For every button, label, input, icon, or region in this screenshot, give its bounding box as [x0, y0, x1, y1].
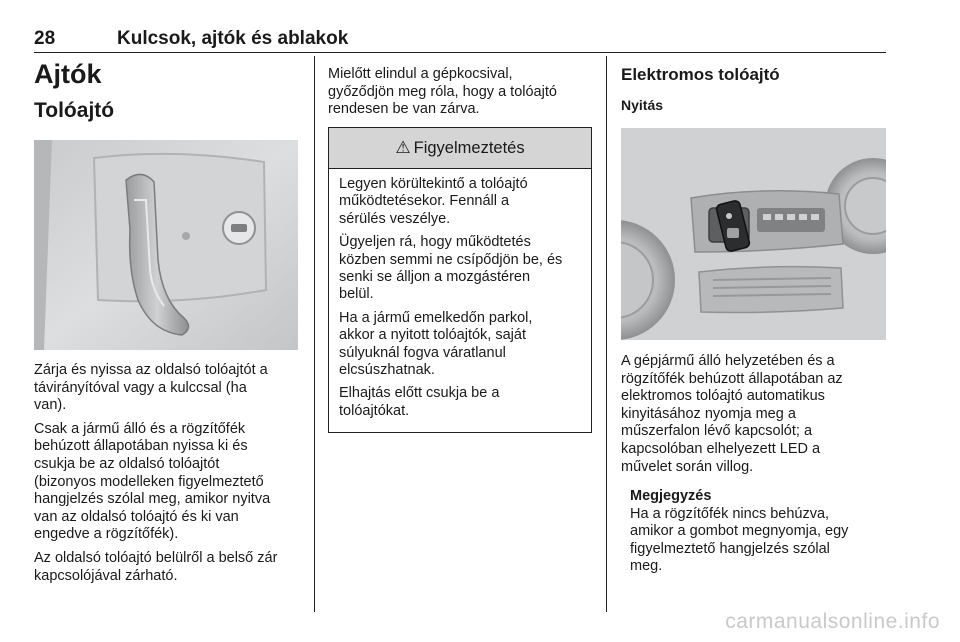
- opening-subtitle: Nyitás: [621, 97, 664, 113]
- warning-title: Figyelmeztetés: [413, 138, 525, 157]
- middle-intro: [328, 66, 596, 119]
- left-column: [34, 58, 304, 125]
- electric-door-title: Elektromos tolóajtó: [621, 65, 780, 84]
- warning-box: [328, 127, 592, 433]
- page-header: [34, 28, 886, 50]
- door-handle-illustration: [34, 140, 298, 350]
- right-text: [621, 353, 887, 476]
- section-title: Ajtók: [34, 59, 102, 89]
- note-text: Ha a rögzítőfék nincs behúzva, amikor a gombot megnyomja, egy figyelmeztető hangjelzés szólal meg.: [630, 505, 849, 575]
- warning-paragraph-3: Ha a jármű emelkedőn parkol, akkor a nyitott tolóajtók, saját súlyuknál fogva váratlanul elcsúszhatnak.: [339, 309, 533, 379]
- warning-header: [329, 128, 591, 169]
- chapter-title: Kulcsok, ajtók és ablakok: [117, 28, 349, 49]
- paragraph-electric-opening: A gépjármű álló helyzetében és a rögzítőfék behúzott állapotában az elektromos tolóajtó automatikus kinyitásához nyomja meg a műszerfalon lévő kapcsolót; a kapcsolóban elhelyezett LED a művelet során villog.: [621, 353, 843, 475]
- warning-triangle-icon: ⚠: [395, 138, 411, 157]
- paragraph-parking-brake: Csak a jármű álló és a rögzítőfék behúzott állapotában nyissa ki és csukja be az oldalsó tolóajtót (bizonyos modelleken figyelmeztető hangjelzés szólal meg, amikor nyitva van az oldalsó tolóajtó és ki van engedve a rögzítőfék).: [34, 420, 271, 543]
- header-rule: [34, 52, 886, 53]
- sliding-door-handle-image: [34, 140, 298, 350]
- note-title: Megjegyzés: [630, 488, 712, 504]
- dashboard-switch-illustration: [621, 128, 886, 340]
- left-text: [34, 362, 308, 585]
- right-header: [621, 64, 887, 115]
- warning-paragraph-4: Elhajtás előtt csukja be a tolóajtókat.: [339, 385, 500, 419]
- watermark-text: carmanualsonline.info: [725, 610, 940, 633]
- paragraph-inner-lock: Az oldalsó tolóajtó belülről a belső zár kapcsolójával zárható.: [34, 549, 278, 584]
- subsection-title: Tolóajtó: [34, 99, 115, 122]
- paragraph-before-driving: Mielőtt elindul a gépkocsival, győződjön meg róla, hogy a tolóajtó rendesen be van zárva.: [328, 66, 557, 118]
- note-block: [630, 488, 888, 576]
- column-divider-1: [314, 56, 315, 612]
- warning-paragraph-1: Legyen körültekintő a tolóajtó működtetésekor. Fennáll a sérülés veszélye.: [339, 176, 528, 227]
- paragraph-remote-key: Zárja és nyissa az oldalsó tolóajtót a távirányítóval vagy a kulccsal (ha van).: [34, 362, 268, 414]
- page-number: 28: [34, 28, 56, 49]
- warning-paragraph-2: Ügyeljen rá, hogy működtetés közben semmi ne csípődjön be, és senki se álljon a mozgástéren belül.: [339, 234, 563, 303]
- column-divider-2: [606, 56, 607, 612]
- warning-body: [329, 169, 591, 420]
- dashboard-switch-image: [621, 128, 886, 340]
